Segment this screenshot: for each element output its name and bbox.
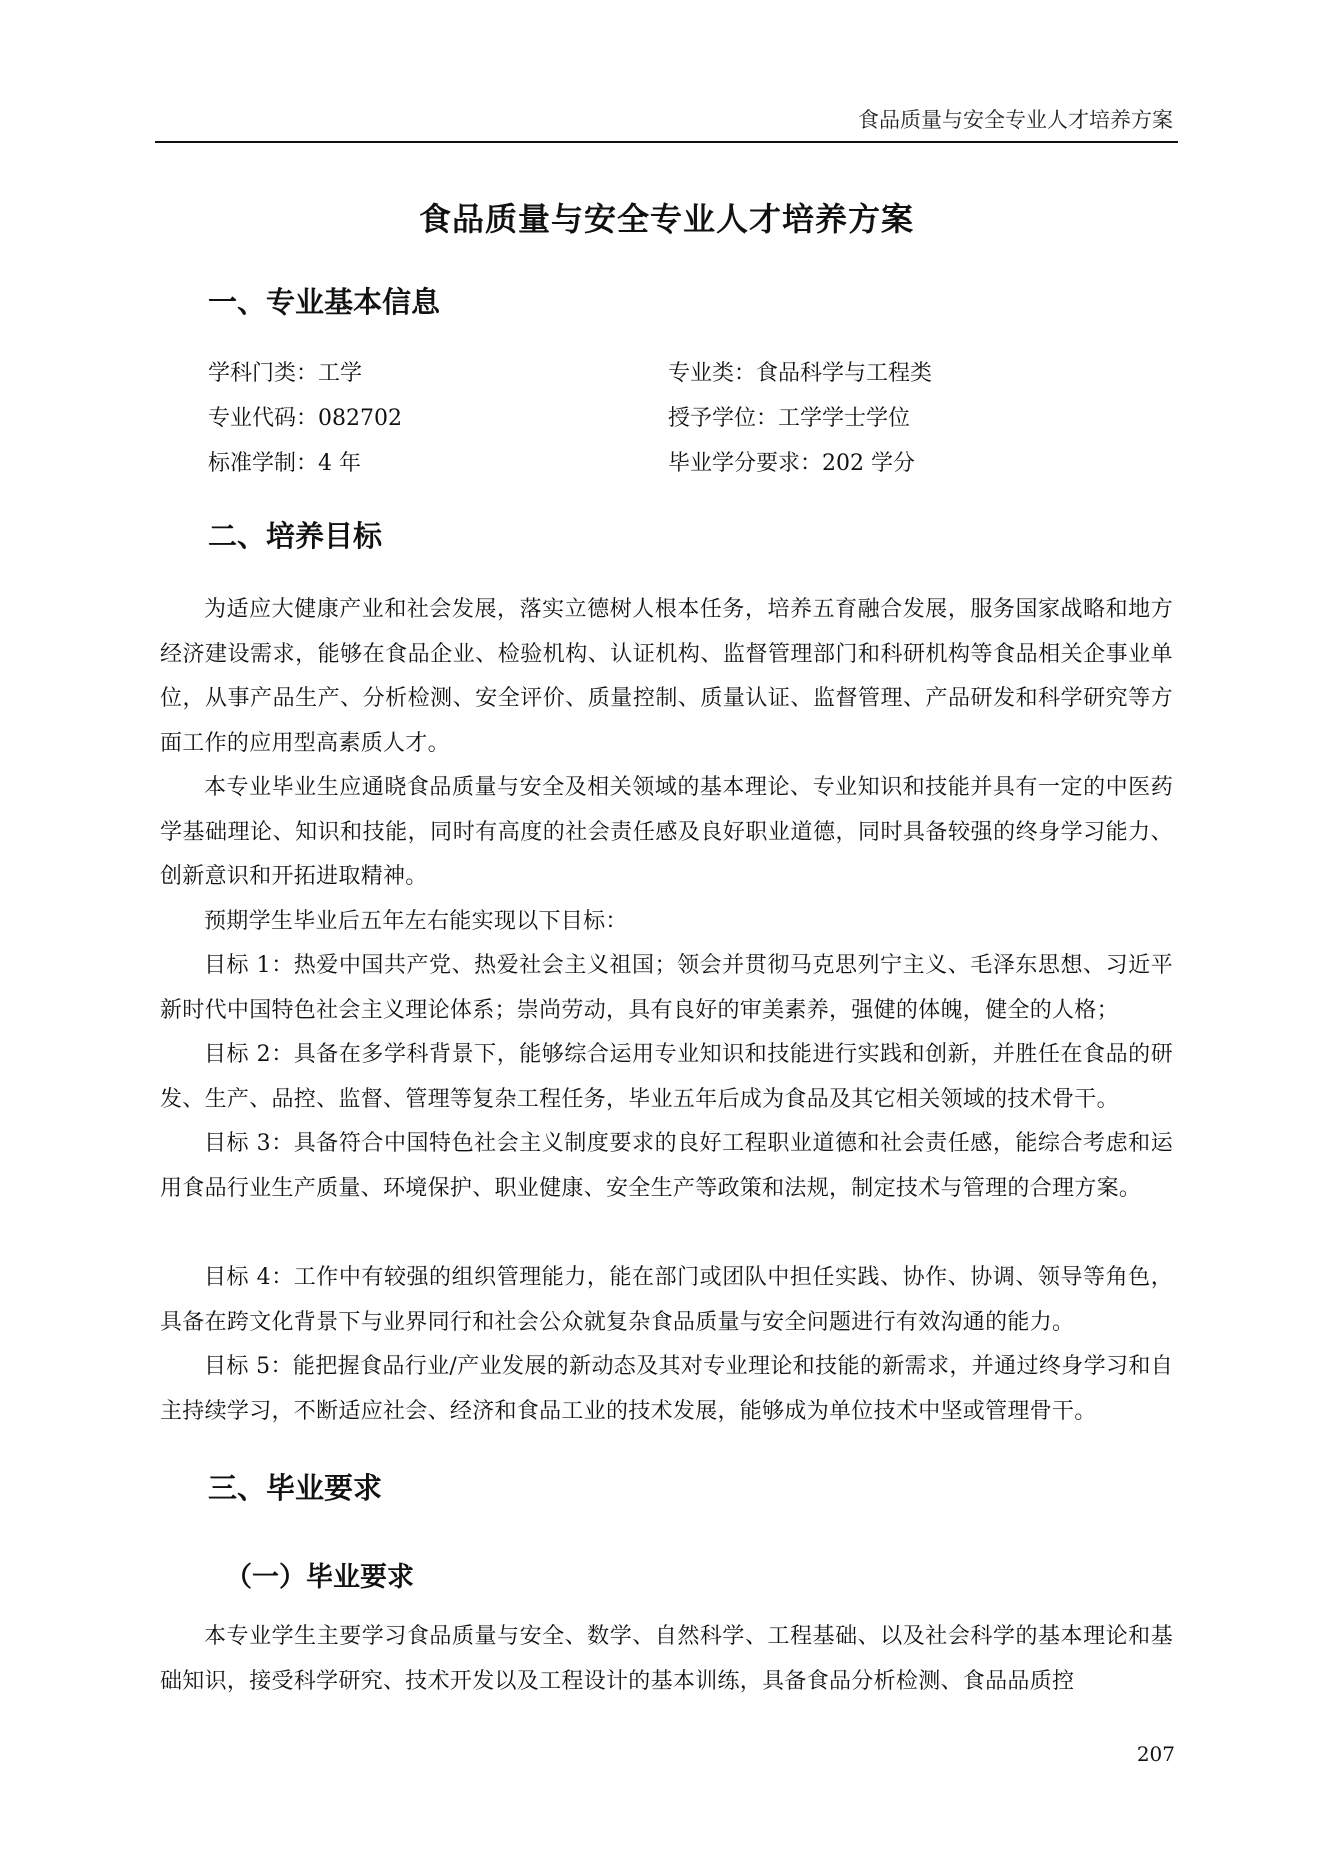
objective-goal-4: 目标 4：工作中有较强的组织管理能力，能在部门或团队中担任实践、协作、协调、领导等角色，具备在跨文化背景下与业界同行和社会公众就复杂食品质量与安全问题进行有效沟通的能力。 [160, 1265, 1173, 1335]
header-rule [155, 141, 1178, 143]
info-credits: 毕业学分要求：202 学分 [668, 451, 915, 476]
section-heading-basic-info: 一、专业基本信息 [208, 285, 441, 319]
info-row [208, 401, 1108, 446]
subsection-heading-graduation: （一）毕业要求 [225, 1562, 414, 1593]
running-header: 食品质量与安全专业人才培养方案 [858, 108, 1173, 132]
objective-goal-3: 目标 3：具备符合中国特色社会主义制度要求的良好工程职业道德和社会责任感，能综合考虑和运用食品行业生产质量、环境保护、职业健康、安全生产等政策和法规，制定技术与管理的合理方案。 [160, 1131, 1173, 1201]
objective-goal-1: 目标 1：热爱中国共产党、热爱社会主义祖国；领会并贯彻马克思列宁主义、毛泽东思想、习近平新时代中国特色社会主义理论体系；崇尚劳动，具有良好的审美素养，强健的体魄，健全的人格； [160, 953, 1173, 1023]
info-discipline: 学科门类：工学 [208, 361, 363, 386]
info-major-code: 专业代码：082702 [208, 406, 402, 431]
section-heading-graduation: 三、毕业要求 [208, 1471, 383, 1505]
document-title: 食品质量与安全专业人才培养方案 [418, 200, 914, 238]
objective-paragraph: 预期学生毕业后五年左右能实现以下目标： [204, 909, 628, 934]
info-major-class: 专业类：食品科学与工程类 [668, 361, 933, 386]
objective-paragraph: 本专业毕业生应通晓食品质量与安全及相关领域的基本理论、专业知识和技能并具有一定的中医药学基础理论、知识和技能，同时有高度的社会责任感及良好职业道德，同时具备较强的终身学习能力、创新意识和开拓进取精神。 [160, 775, 1173, 889]
objective-paragraph: 为适应大健康产业和社会发展，落实立德树人根本任务，培养五育融合发展，服务国家战略和地方经济建设需求，能够在食品企业、检验机构、认证机构、监督管理部门和科研机构等食品相关企事业单位，从事产品生产、分析检测、安全评价、质量控制、质量认证、监督管理、产品研发和科学研究等方面工作的应用型高素质人才。 [160, 597, 1173, 756]
objective-goal-2: 目标 2：具备在多学科背景下，能够综合运用专业知识和技能进行实践和创新，并胜任在食品的研发、生产、品控、监督、管理等复杂工程任务，毕业五年后成为食品及其它相关领域的技术骨干。 [160, 1042, 1173, 1112]
objective-goal-5: 目标 5：能把握食品行业/产业发展的新动态及其对专业理论和技能的新需求，并通过终身学习和自主持续学习，不断适应社会、经济和食品工业的技术发展，能够成为单位技术中坚或管理骨干。 [160, 1354, 1173, 1424]
info-row [208, 356, 1108, 401]
info-row [208, 446, 1108, 491]
info-duration: 标准学制：4 年 [208, 451, 361, 476]
info-degree: 授予学位：工学学士学位 [668, 406, 911, 431]
section-heading-objectives: 二、培养目标 [208, 519, 383, 553]
page-number: 207 [1136, 1742, 1175, 1766]
basic-info-grid [208, 356, 1108, 491]
graduation-paragraph: 本专业学生主要学习食品质量与安全、数学、自然科学、工程基础、以及社会科学的基本理论和基础知识，接受科学研究、技术开发以及工程设计的基本训练，具备食品分析检测、食品品质控 [160, 1624, 1173, 1694]
